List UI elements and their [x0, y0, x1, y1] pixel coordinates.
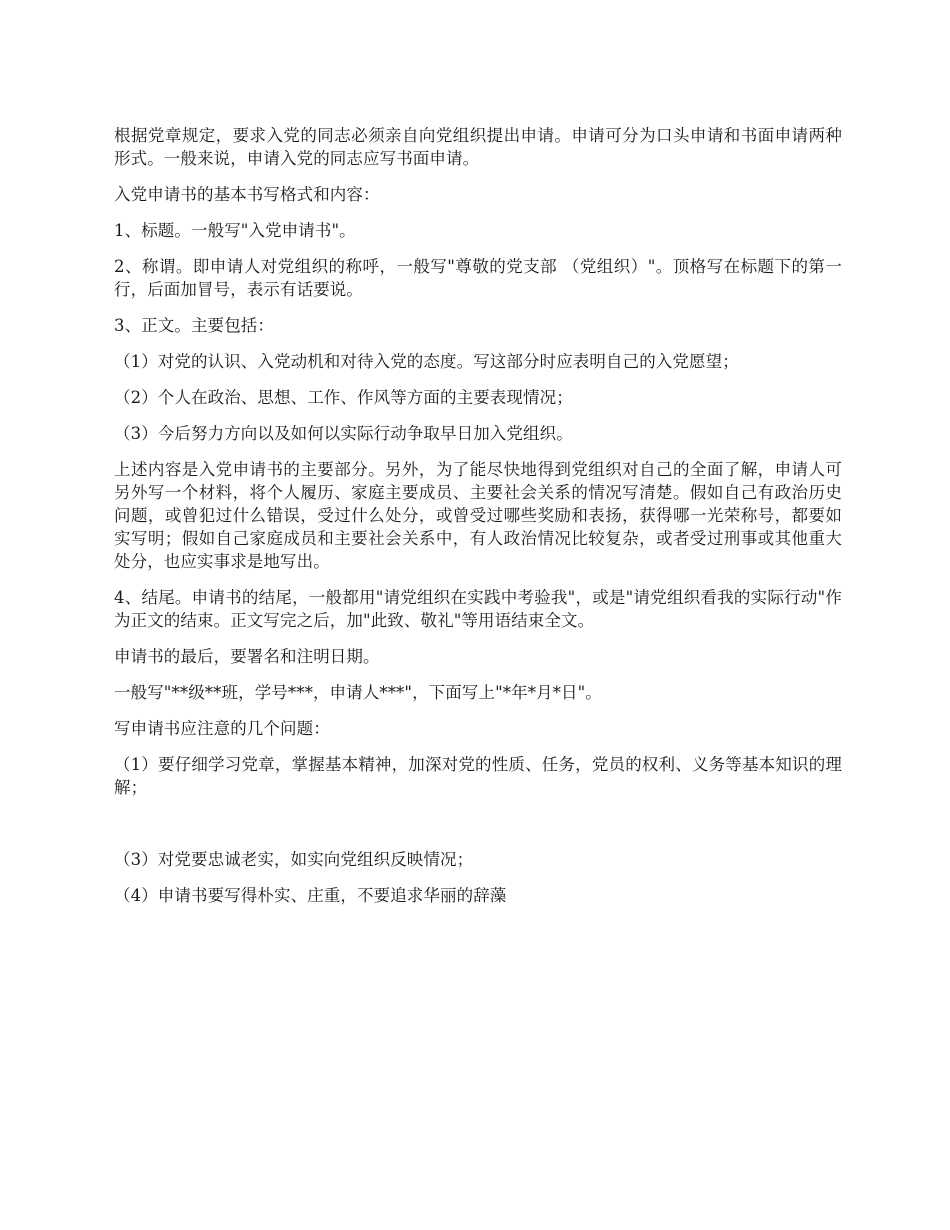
paragraph-ending-item: 4、结尾。申请书的结尾，一般都用"请党组织在实践中考验我"，或是"请党组织看我的实际行动"作为正文的结束。正文写完之后，加"此致、敬礼"等用语结束全文。 — [114, 588, 842, 630]
paragraph-body-item: 3、正文。主要包括： — [114, 316, 274, 335]
paragraph-body-sub-2: （2）个人在政治、思想、工作、作风等方面的主要表现情况； — [114, 388, 573, 407]
paragraph-notes-heading: 写申请书应注意的几个问题： — [114, 719, 330, 738]
paragraph-format-heading: 入党申请书的基本书写格式和内容： — [114, 185, 380, 204]
paragraph-signature: 申请书的最后，要署名和注明日期。 — [114, 647, 380, 666]
paragraph-note-4: （4）申请书要写得朴实、庄重，不要追求华丽的辞藻 — [114, 886, 507, 905]
paragraph-supplement: 上述内容是入党申请书的主要部分。另外，为了能尽快地得到党组织对自己的全面了解，申请人可另外写一个材料，将个人履历、家庭主要成员、主要社会关系的情况写清楚。假如自己有政治历史问题，或曾犯过什么错误，受过什么处分，或曾受过哪些奖励和表扬，获得哪一光荣称号，都要如实写明；假如自己家庭成员和主要社会关系中，有人政治情况比较复杂，或者受过刑事或其他重大处分，也应实事求是地写出。 — [114, 460, 842, 571]
blank-gap — [114, 812, 842, 848]
document-body — [114, 124, 842, 920]
paragraph-body-sub-1: （1）对党的认识、入党动机和对待入党的态度。写这部分时应表明自己的入党愿望； — [114, 352, 739, 371]
paragraph-note-1: （1）要仔细学习党章，掌握基本精神，加深对党的性质、任务，党员的权利、义务等基本知识的理解； — [114, 755, 842, 797]
paragraph-signature-format: 一般写"**级**班，学号***，申请人***"，下面写上"*年*月*日"。 — [114, 683, 602, 702]
paragraph-intro: 根据党章规定，要求入党的同志必须亲自向党组织提出申请。申请可分为口头申请和书面申请两种形式。一般来说，申请入党的同志应写书面申请。 — [114, 126, 842, 168]
paragraph-body-sub-3: （3）今后努力方向以及如何以实际行动争取早日加入党组织。 — [114, 424, 573, 443]
paragraph-salutation-item: 2、称谓。即申请人对党组织的称呼，一般写"尊敬的党支部 （党组织）"。顶格写在标题下的第一行，后面加冒号，表示有话要说。 — [114, 257, 842, 299]
paragraph-note-3: （3）对党要忠诚老实，如实向党组织反映情况； — [114, 850, 474, 869]
paragraph-title-item: 1、标题。一般写"入党申请书"。 — [114, 221, 356, 240]
